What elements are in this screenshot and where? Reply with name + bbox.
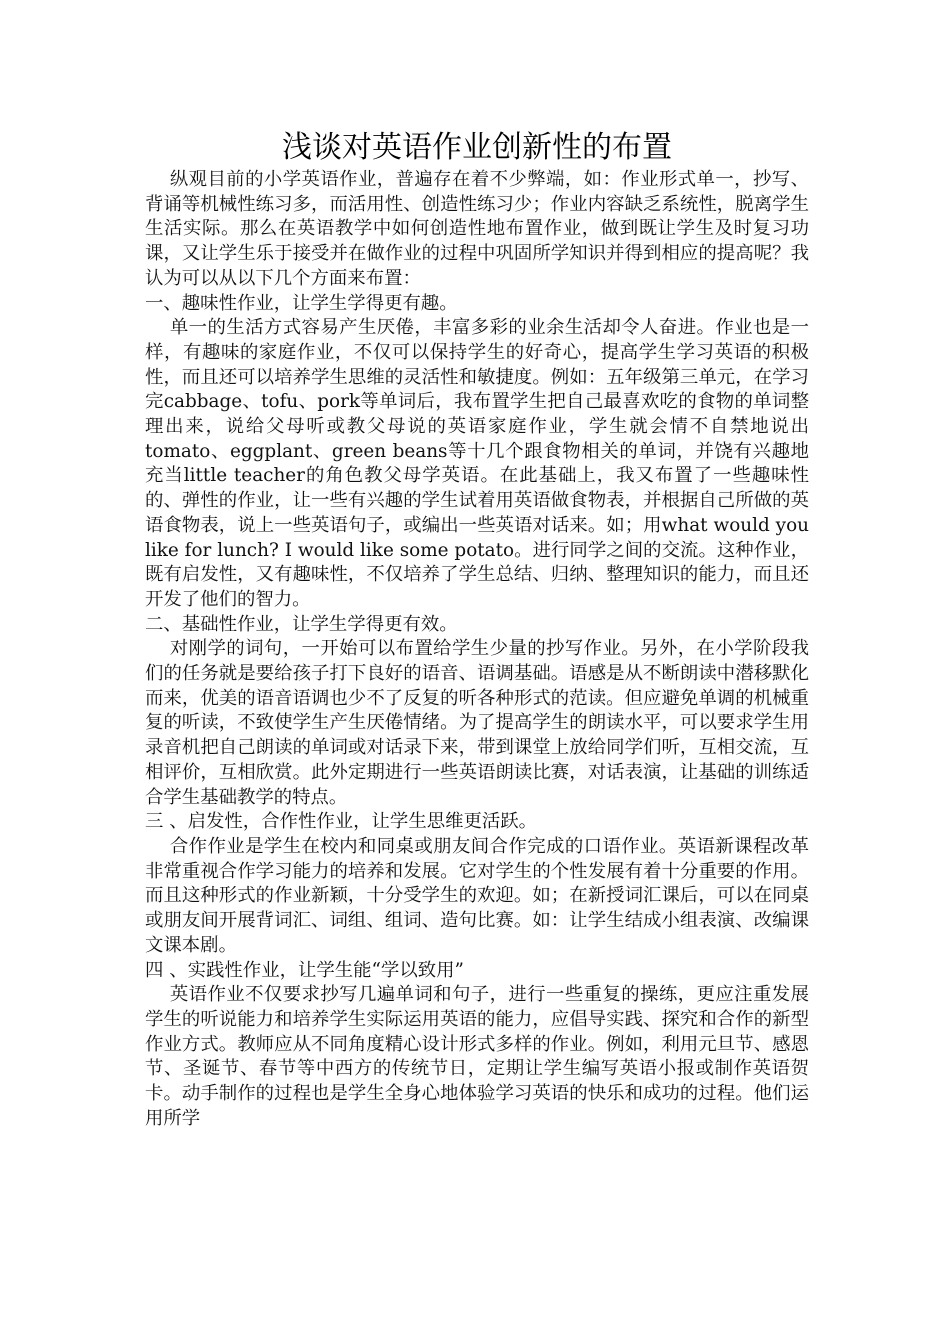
section-heading-3: 三 、启发性，合作性作业，让学生思维更活跃。 <box>145 811 538 833</box>
section-body-2: 对刚学的词句，一开始可以布置给学生少量的抄写作业。另外，在小学阶段我们的任务就是要给孩子打下良好的语音、语调基础。语感是从不断朗读中潜移默化而来，优美的语音语调也少不了反复的听各种形式的范读。但应避免单调的机械重复的听读，不致使学生产生厌倦情绪。为了提高学生的朗读水平，可以要求学生用录音机把自己朗读的单词或对话录下来，带到课堂上放给同学们听，互相交流，互相评价，互相欣赏。此外定期进行一些英语朗读比赛，对话表演，让基础的训练适合学生基础教学的特点。 <box>145 638 809 808</box>
intro-paragraph: 纵观目前的小学英语作业，普遍存在着不少弊端，如：作业形式单一，抄写、背诵等机械性练习多，而活用性、创造性练习少；作业内容缺乏系统性，脱离学生生活实际。那么在英语教学中如何创造性地布置作业，做到既让学生及时复习功课，又让学生乐于接受并在做作业的过程中巩固所学知识并得到相应的提高呢？我认为可以从以下几个方面来布置： <box>145 169 809 289</box>
section-heading-2: 二、基础性作业，让学生学得更有效。 <box>145 613 458 635</box>
section-heading-4: 四 、实践性作业，让学生能“学以致用” <box>145 959 464 981</box>
section-body-1: 单一的生活方式容易产生厌倦，丰富多彩的业余生活却令人奋进。作业也是一样，有趣味的家庭作业，不仅可以保持学生的好奇心，提高学生学习英语的积极性，而且还可以培养学生思维的灵活性和敏捷度。例如：五年级第三单元，在学习完cabbage、tofu、pork等单词后，我布置学生把自己最喜欢吃的食物的单词整理出来，说给父母听或教父母说的英语家庭作业，学生就会情不自禁地说出tomato、eggplant、green beans等十几个跟食物相关的单词，并饶有兴趣地充当little teacher的角色教父母学英语。在此基础上，我又布置了一些趣味性的、弹性的作业，让一些有兴趣的学生试着用英语做食物表，并根据自己所做的英语食物表，说上一些英语句子，或编出一些英语对话来。如；用what would you like for lunch? I would like some potato。进行同学之间的交流。这种作业，既有启发性，又有趣味性，不仅培养了学生总结、归纳、整理知识的能力，而且还开发了他们的智力。 <box>145 317 809 610</box>
document-title: 浅谈对英语作业创新性的布置 <box>282 130 672 165</box>
section-heading-1: 一、趣味性作业，让学生学得更有趣。 <box>145 292 458 314</box>
section-body-3: 合作作业是学生在校内和同桌或朋友间合作完成的口语作业。英语新课程改革非常重视合作学习能力的培养和发展。它对学生的个性发展有着十分重要的作用。而且这种形式的作业新颖，十分受学生的欢迎。如；在新授词汇课后，可以在同桌或朋友间开展背词汇、词组、组词、造句比赛。如：让学生结成小组表演、改编课文课本剧。 <box>145 835 809 956</box>
section-body-4: 英语作业不仅要求抄写几遍单词和句子，进行一些重复的操练，更应注重发展学生的听说能力和培养学生实际运用英语的能力，应倡导实践、探究和合作的新型作业方式。教师应从不同角度精心设计形式多样的作业。例如，利用元旦节、感恩节、圣诞节、春节等中西方的传统节日，定期让学生编写英语小报或制作英语贺卡。动手制作的过程也是学生全身心地体验学习英语的快乐和成功的过程。他们运用所学 <box>145 984 809 1129</box>
document-page <box>145 128 809 1131</box>
